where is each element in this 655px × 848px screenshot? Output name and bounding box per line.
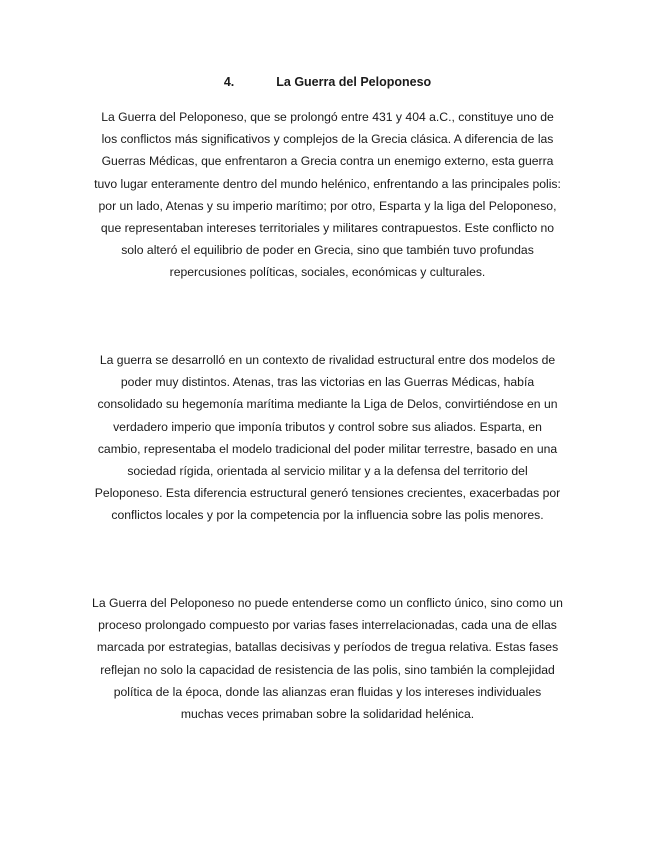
paragraph-2: La guerra se desarrolló en un contexto de rivalidad estructural entre dos modelos de poder muy distintos. Atenas, tras las victorias en las Guerras Médicas, había consolidado su hegemonía marítima mediante la Liga de Delos, convirtiéndose en un verdadero imperio que imponía tributos y control sobre sus aliados. Esparta, en cambio, representaba el modelo tradicional del poder militar terrestre, basado en una sociedad rígida, orientada al servicio militar y a la defensa del territorio del Peloponeso. Esta diferencia estructural generó tensiones crecientes, exacerbadas por conflictos locales y por la competencia por la influencia sobre las polis menores. <box>94 353 561 523</box>
section-number: 4. <box>223 75 235 89</box>
paragraph-1: La Guerra del Peloponeso, que se prolongó entre 431 y 404 a.C., constituye uno de los conflictos más significativos y complejos de la Grecia clásica. A diferencia de las Guerras Médicas, que enfrentaron a Grecia contra un enemigo externo, esta guerra tuvo lugar enteramente dentro del mundo helénico, enfrentando a las principales polis: por un lado, Atenas y su imperio marítimo; por otro, Esparta y la liga del Peloponeso, que representaban intereses territoriales y militares contrapuestos. Este conflicto no solo alteró el equilibrio de poder en Grecia, sino que también tuvo profundas repercusiones políticas, sociales, económicas y culturales. <box>94 110 561 280</box>
paragraph-3: La Guerra del Peloponeso no puede entenderse como un conflicto único, sino como un proceso prolongado compuesto por varias fases interrelacionadas, cada una de ellas marcada por estrategias, batallas decisivas y períodos de tregua relativa. Estas fases reflejan no solo la capacidad de resistencia de las polis, sino también la complejidad política de la época, donde las alianzas eran fluidas y los intereses individuales muchas veces primaban sobre la solidaridad helénica. <box>92 596 563 722</box>
section-heading <box>0 74 655 90</box>
section-title: La Guerra del Peloponeso <box>276 75 432 89</box>
